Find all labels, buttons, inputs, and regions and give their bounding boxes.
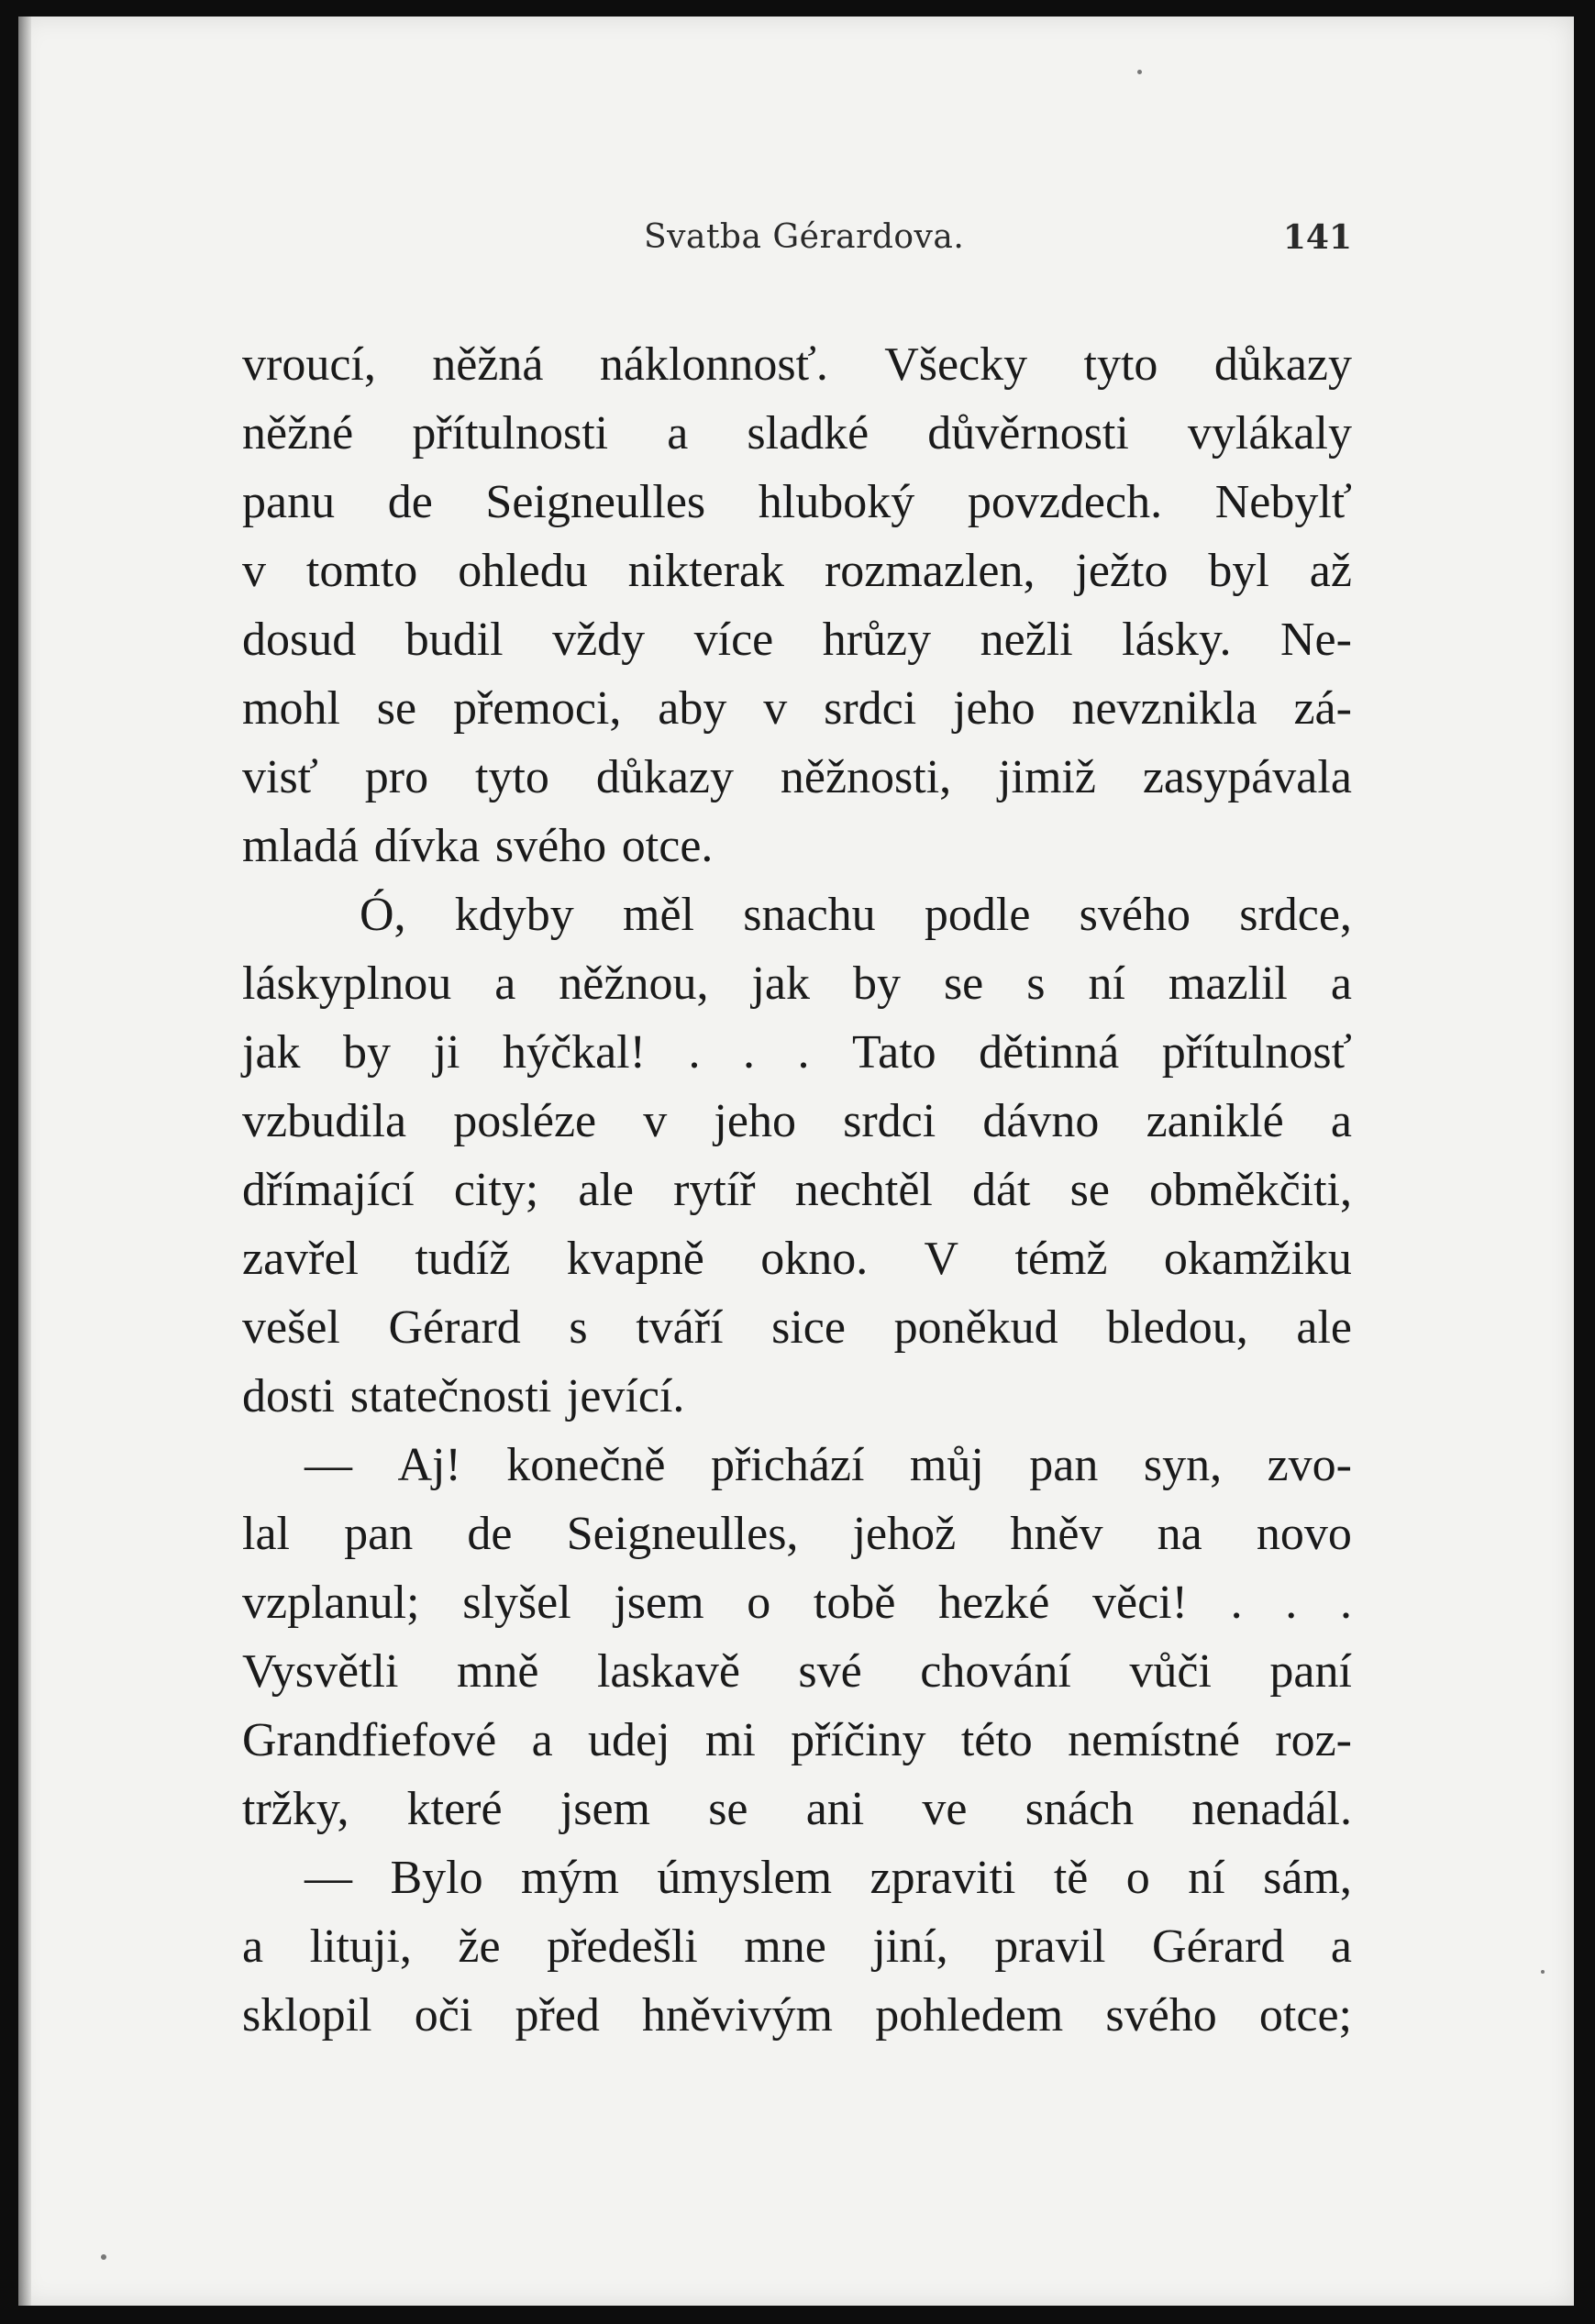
word: Nebylť [1214, 476, 1352, 528]
word: podle [924, 889, 1031, 941]
text-line [242, 1775, 1352, 1843]
text-line [242, 1706, 1352, 1775]
word: zavřel [242, 1233, 360, 1285]
word: a [531, 1714, 553, 1766]
word: jak [242, 1026, 301, 1079]
word: de [467, 1508, 513, 1560]
word: ve [922, 1783, 968, 1835]
word: témž [1014, 1233, 1108, 1285]
scan-speck [1137, 70, 1142, 74]
word: jsem [614, 1577, 704, 1629]
word: nemístné [1068, 1714, 1240, 1766]
word: mohl [242, 682, 340, 735]
word: — [305, 1852, 352, 1904]
word: přítulnosť [1161, 1026, 1352, 1079]
text-line [242, 1018, 1352, 1087]
word: věci! [1092, 1577, 1188, 1629]
word: něžnosti, [780, 751, 952, 803]
word: mým [521, 1852, 619, 1904]
word: dávno [982, 1095, 1100, 1147]
word: V [924, 1233, 959, 1285]
word: otce; [1258, 1989, 1352, 2042]
word: syn, [1143, 1439, 1223, 1491]
word: . [797, 1026, 810, 1079]
text-line [242, 1087, 1352, 1156]
word: hýčkal! [502, 1026, 646, 1079]
word: Seigneulles, [566, 1508, 799, 1560]
word: nikterak [627, 545, 785, 597]
word: . [1339, 1577, 1352, 1629]
word: oči [414, 1989, 473, 2042]
word: vylákaly [1187, 407, 1352, 459]
word: láskyplnou [242, 957, 452, 1010]
word: něžné [242, 407, 354, 459]
word: tyto [1083, 338, 1158, 391]
text-line [242, 812, 1352, 880]
word: tě [1053, 1852, 1089, 1904]
word: o [1125, 1852, 1150, 1904]
word: byl [1208, 545, 1269, 597]
word: by [852, 957, 901, 1010]
word: chování [920, 1645, 1071, 1698]
word: povzdech. [967, 476, 1163, 528]
word: srdci [843, 1095, 936, 1147]
word: tržky, [242, 1783, 349, 1835]
word: příčiny [791, 1714, 926, 1766]
text-line [242, 1912, 1352, 1981]
word: vešel [242, 1301, 340, 1354]
page-number: 141 [1282, 218, 1352, 257]
word: vzbudila [242, 1095, 407, 1147]
word: . [742, 1026, 755, 1079]
word: roz- [1275, 1714, 1352, 1766]
word: nevznikla [1071, 682, 1257, 735]
text-line [242, 743, 1352, 812]
word: jeho [714, 1095, 796, 1147]
text-line [242, 399, 1352, 468]
word: paní [1269, 1645, 1352, 1698]
word: dát [971, 1164, 1031, 1216]
word: svého [1079, 889, 1191, 941]
word: nenadál. [1191, 1783, 1352, 1835]
word: zvo- [1267, 1439, 1352, 1491]
word: jevící. [566, 1370, 685, 1422]
word: okamžiku [1163, 1233, 1352, 1285]
word: Aj! [397, 1439, 461, 1491]
word: důvěrnosti [927, 407, 1129, 459]
word: se [376, 682, 417, 735]
word: jehož [852, 1508, 957, 1560]
word: hluboký [758, 476, 915, 528]
word: zpraviti [869, 1852, 1016, 1904]
word: svého [494, 820, 607, 872]
text-line [242, 1293, 1352, 1362]
text-line [242, 1362, 1352, 1431]
word: před [515, 1989, 600, 2042]
scan-speck [101, 2254, 106, 2260]
word: by [343, 1026, 392, 1079]
word: s [1026, 957, 1046, 1010]
word: konečně [506, 1439, 666, 1491]
running-title: Svatba Gérardova. [644, 218, 965, 256]
word: a [1330, 957, 1352, 1010]
word: okno. [760, 1233, 869, 1285]
word: které [406, 1783, 503, 1835]
word: Bylo [390, 1852, 483, 1904]
word: ji [433, 1026, 460, 1079]
word: pohledem [875, 1989, 1064, 2042]
word: kvapně [566, 1233, 704, 1285]
word: rytíř [673, 1164, 756, 1216]
word: tudíž [415, 1233, 511, 1285]
word: můj [909, 1439, 984, 1491]
word: jiní, [872, 1920, 948, 1973]
word: tobě [813, 1577, 896, 1629]
word: přítulnosti [412, 407, 609, 459]
word: že [458, 1920, 501, 1973]
word: této [960, 1714, 1033, 1766]
word: pro [364, 751, 429, 803]
word: ježto [1075, 545, 1169, 597]
word: se [1069, 1164, 1110, 1216]
text-line [242, 1431, 1352, 1500]
word: důkazy [1213, 338, 1352, 391]
body-text [242, 330, 1352, 2050]
word: sice [771, 1301, 846, 1354]
word: v [242, 545, 266, 597]
word: své [798, 1645, 862, 1698]
word: mne [744, 1920, 826, 1973]
word: se [708, 1783, 748, 1835]
word: dřímající [242, 1164, 415, 1216]
word: něžnou, [559, 957, 709, 1010]
word: posléze [453, 1095, 597, 1147]
text-line [242, 674, 1352, 743]
text-line [242, 949, 1352, 1018]
word: dívka [373, 820, 481, 872]
word: Gérard [388, 1301, 521, 1354]
word: snachu [743, 889, 876, 941]
text-line [242, 880, 1352, 949]
text-line [242, 1224, 1352, 1293]
word: ohledu [458, 545, 588, 597]
word: Seigneulles [485, 476, 706, 528]
word: sám, [1263, 1852, 1352, 1904]
word: jimiž [998, 751, 1096, 803]
word: city; [453, 1164, 539, 1216]
text-line [242, 605, 1352, 674]
word: slyšel [462, 1577, 571, 1629]
word: mazlil [1168, 957, 1288, 1010]
word: a [1330, 1920, 1352, 1973]
word: Gérard [1152, 1920, 1285, 1973]
word: ani [805, 1783, 865, 1835]
word: mladá [242, 820, 360, 872]
word: vzplanul; [242, 1577, 420, 1629]
word: lituji, [309, 1920, 412, 1973]
word: tyto [475, 751, 549, 803]
word: otce. [621, 820, 714, 872]
word: ale [578, 1164, 634, 1216]
word: zá- [1293, 682, 1352, 735]
word: poněkud [893, 1301, 1058, 1354]
word: statečnosti [349, 1370, 552, 1422]
word: a [494, 957, 516, 1010]
word: . [688, 1026, 701, 1079]
word: hněv [1010, 1508, 1103, 1560]
word: přemoci, [452, 682, 622, 735]
word: lásky. [1122, 614, 1232, 666]
word: Ó, [360, 889, 406, 941]
word: visť [242, 751, 318, 803]
word: obměkčiti, [1149, 1164, 1352, 1216]
text-line [242, 468, 1352, 537]
text-line [242, 1500, 1352, 1568]
word: na [1157, 1508, 1202, 1560]
word: ní [1188, 1852, 1225, 1904]
word: vždy [552, 614, 646, 666]
running-header [238, 207, 1352, 262]
word: ní [1088, 957, 1125, 1010]
word: mně [456, 1645, 539, 1698]
word: hrůzy [822, 614, 932, 666]
word: lal [242, 1508, 290, 1560]
word: . [1230, 1577, 1243, 1629]
word: sklopil [242, 1989, 372, 2042]
word: ale [1296, 1301, 1352, 1354]
word: dosti [242, 1370, 336, 1422]
word: Vysvětli [242, 1645, 399, 1698]
word: tváří [636, 1301, 724, 1354]
word: tomto [305, 545, 418, 597]
word: hněvivým [642, 1989, 834, 2042]
text-line [242, 1637, 1352, 1706]
word: vůči [1129, 1645, 1212, 1698]
word: v [643, 1095, 668, 1147]
word: rozmazlen, [824, 545, 1036, 597]
book-page [18, 17, 1574, 2306]
word: s [569, 1301, 588, 1354]
word: dětinná [979, 1026, 1120, 1079]
word: nechtěl [794, 1164, 933, 1216]
word: pravil [994, 1920, 1106, 1973]
word: . [1285, 1577, 1298, 1629]
word: něžná [432, 338, 544, 391]
word: a [667, 407, 689, 459]
word: srdce, [1239, 889, 1352, 941]
word: udej [588, 1714, 670, 1766]
word: předešli [547, 1920, 698, 1973]
word: laskavě [596, 1645, 740, 1698]
word: jeho [953, 682, 1036, 735]
word: de [387, 476, 433, 528]
word: sladké [747, 407, 869, 459]
page-gutter-shadow [18, 17, 31, 2306]
word: nežli [980, 614, 1073, 666]
word: bledou, [1106, 1301, 1248, 1354]
word: v [763, 682, 788, 735]
word: aby [658, 682, 727, 735]
word: zaniklé [1146, 1095, 1284, 1147]
word: hezké [938, 1577, 1050, 1629]
word: Tato [851, 1026, 936, 1079]
text-line [242, 330, 1352, 399]
word: více [693, 614, 774, 666]
word: Ne- [1280, 614, 1352, 666]
text-line [242, 537, 1352, 605]
word: jak [751, 957, 810, 1010]
word: jsem [559, 1783, 650, 1835]
scan-speck [1541, 1970, 1545, 1974]
word: svého [1105, 1989, 1217, 2042]
word: snách [1025, 1783, 1135, 1835]
word: dosud [242, 614, 357, 666]
word: vroucí, [242, 338, 376, 391]
word: až [1309, 545, 1352, 597]
word: Grandfiefové [242, 1714, 497, 1766]
word: kdyby [454, 889, 574, 941]
word: a [1330, 1095, 1352, 1147]
text-line [242, 1981, 1352, 2050]
word: náklonnosť. [599, 338, 828, 391]
word: důkazy [595, 751, 734, 803]
word: zasypávala [1142, 751, 1352, 803]
word: panu [242, 476, 336, 528]
word: pan [344, 1508, 414, 1560]
word: srdci [824, 682, 917, 735]
word: se [943, 957, 984, 1010]
word: o [747, 1577, 771, 1629]
word: měl [623, 889, 695, 941]
word: mi [704, 1714, 756, 1766]
word: pan [1029, 1439, 1099, 1491]
text-line [242, 1156, 1352, 1224]
text-line [242, 1843, 1352, 1912]
text-line [242, 1568, 1352, 1637]
word: — [305, 1439, 352, 1491]
word: a [242, 1920, 264, 1973]
word: úmyslem [657, 1852, 833, 1904]
word: budil [404, 614, 504, 666]
word: novo [1256, 1508, 1352, 1560]
word: Všecky [884, 338, 1028, 391]
word: přichází [710, 1439, 865, 1491]
